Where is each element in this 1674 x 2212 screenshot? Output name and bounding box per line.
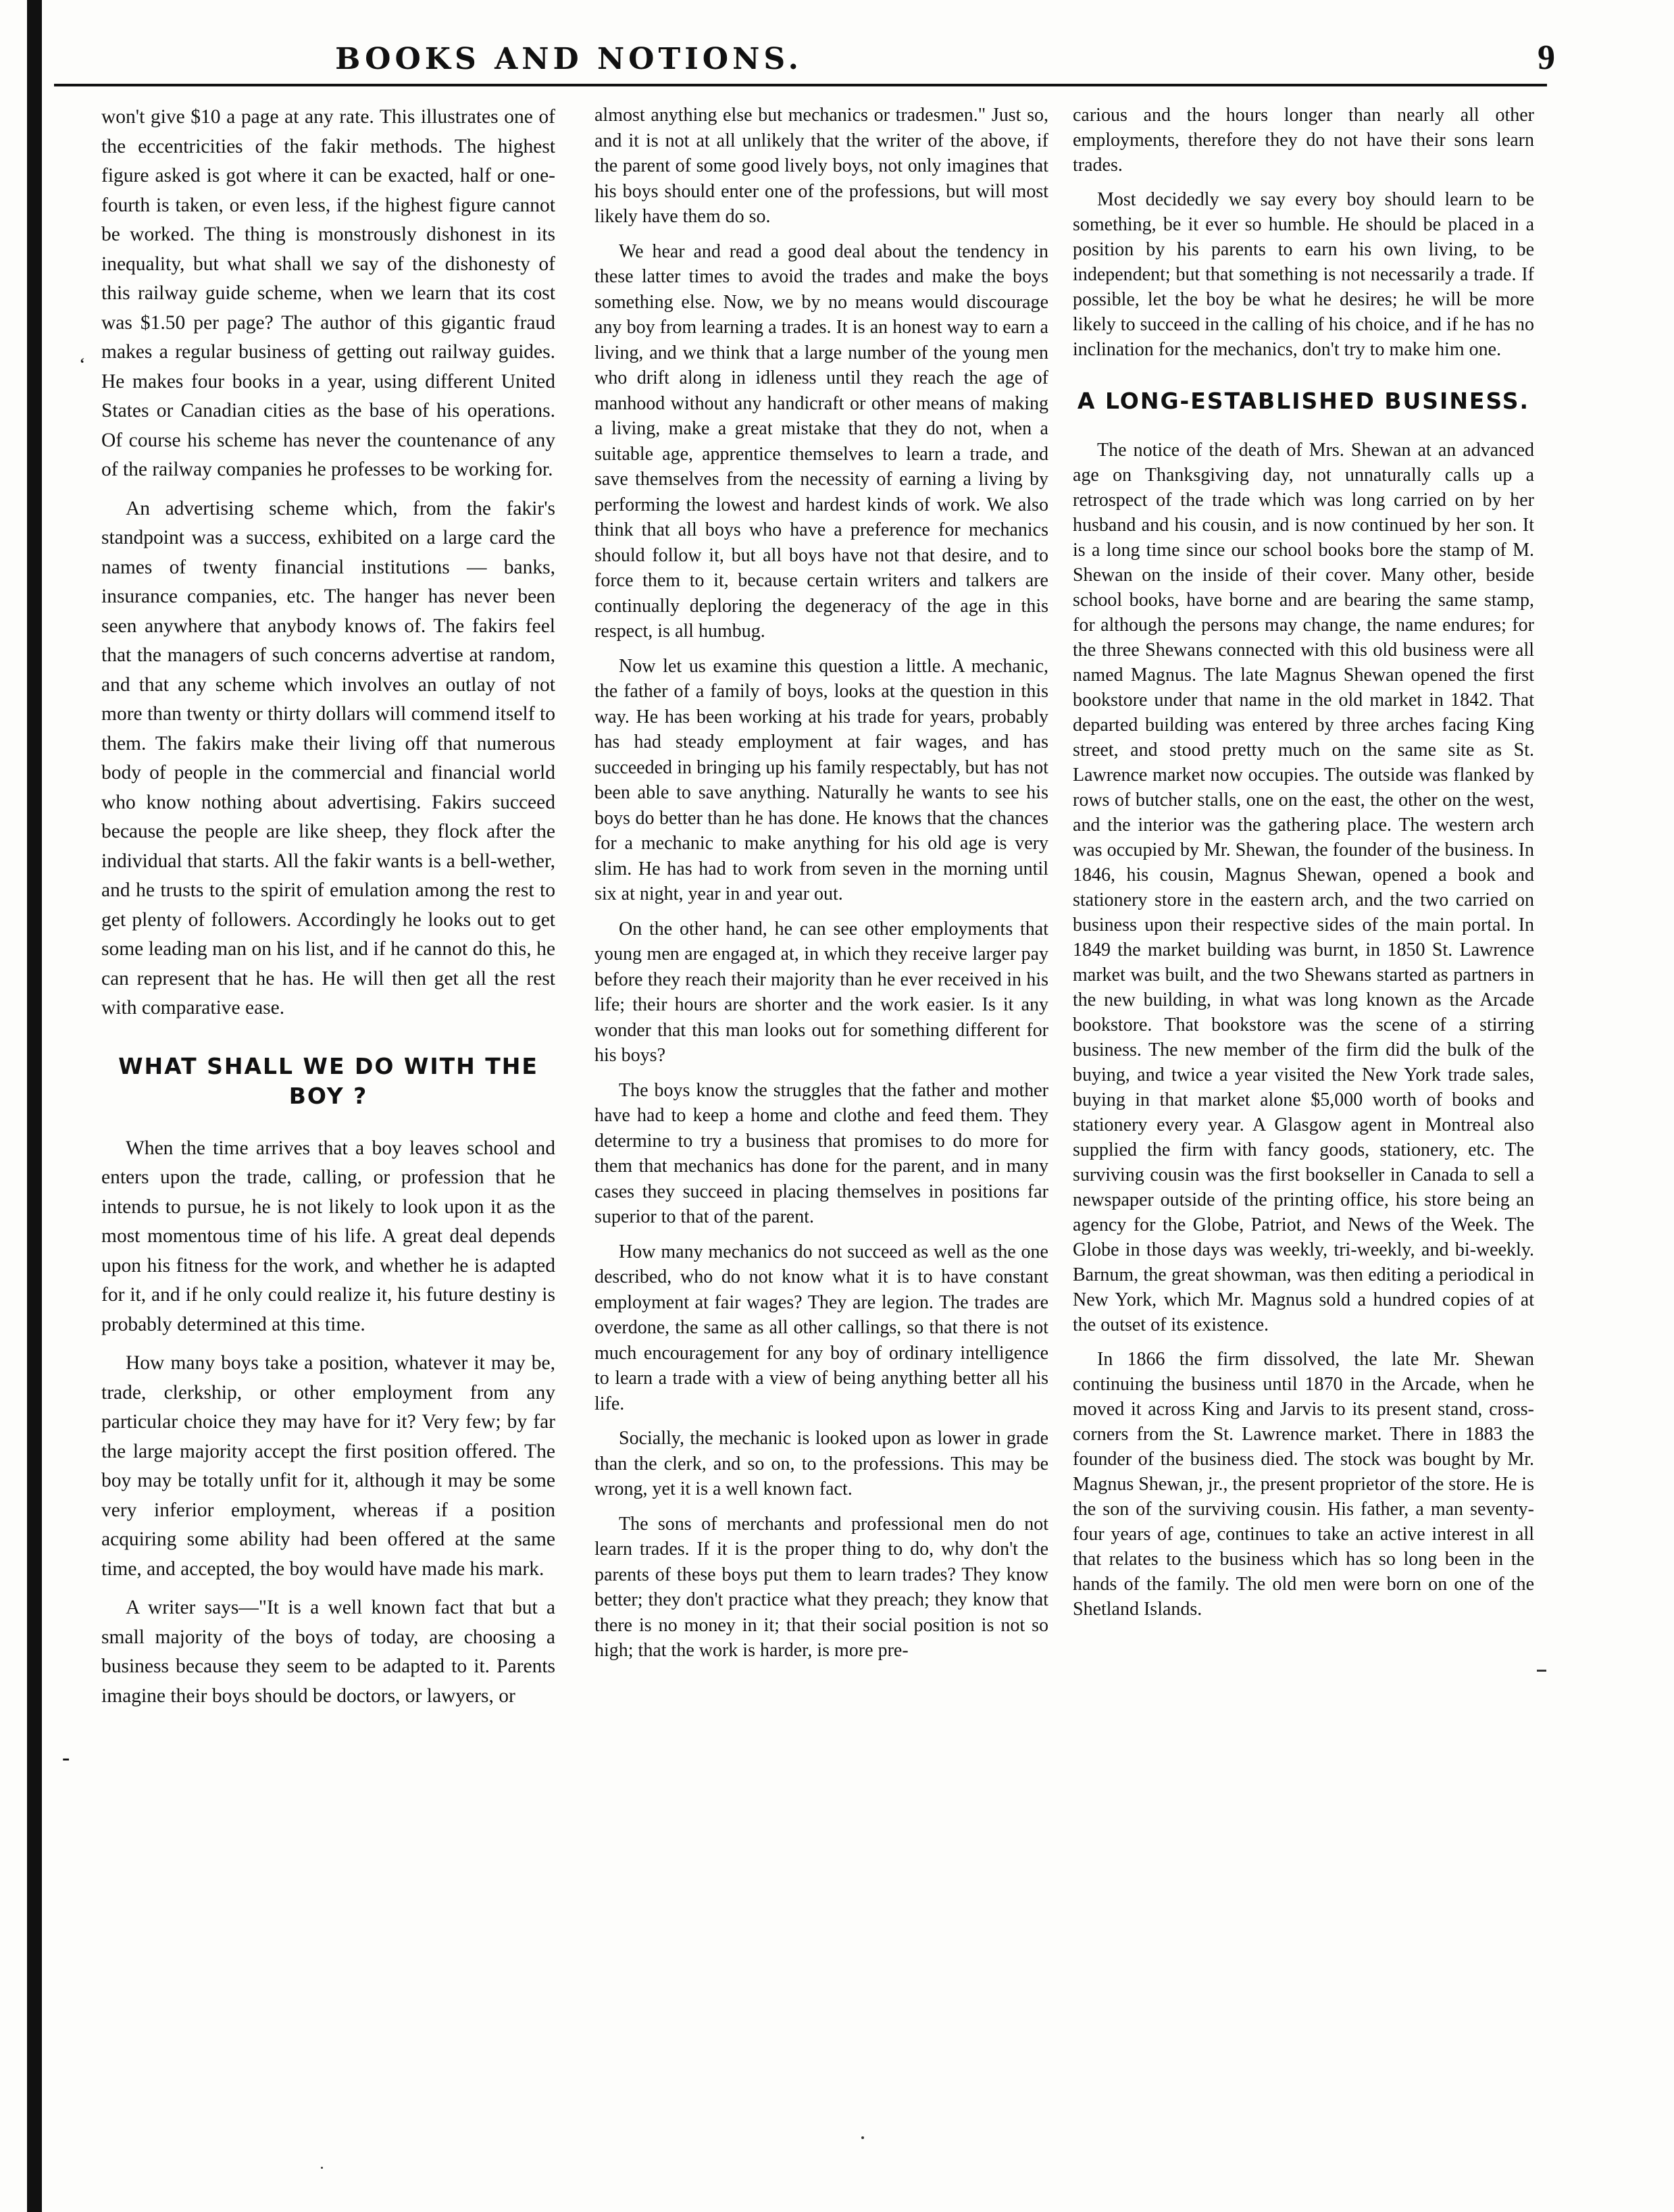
paragraph: In 1866 the firm dissolved, the late Mr. Shewan continuing the business until 1870 in the Arcade, when he moved it across King and Jarvis to its present stand, cross-corners from the St. Lawrence market. There in 1883 the founder of the business died. The stock was bought by Mr. Magnus Shewan, jr., the present proprietor of the store. He is the son of the surviving cousin. His father, a man seventy-four years of age, continues to take an active interest in all that relates to the business which has so long been in the hands of the family. The old men were born on one of the Shetland Islands. bbox=[1073, 1349, 1534, 1620]
section-heading: A LONG-ESTABLISHED BUSINESS. bbox=[1077, 388, 1530, 414]
running-head: BOOKS AND NOTIONS. bbox=[335, 42, 803, 76]
paragraph: How many boys take a position, whatever it may be, trade, clerkship, or other employment from any particular choice they may have for it? Very few; by far the large majority accept the first position offered. The boy may be totally unfit for it, although it may be some very inferior employment, whereas if a position acquiring some ability had been offered at the same time, and accepted, the boy would have made his mark. bbox=[101, 1352, 555, 1580]
paragraph: won't give $10 a page at any rate. This illustrates one of the eccentricities of the fakir methods. The highest figure asked is got where it can be exacted, half or one-fourth is taken, or even less, if the highest figure cannot be worked. The thing is monstrously dishonest in its inequality, but what shall we say of the dishonesty of this railway guide scheme, when we learn that its cost was $1.50 per page? The author of this gigantic fraud makes a regular business of getting out railway guides. He makes four books in a year, using different United States or Canadian cities as the base of his operations. Of course his scheme has never the countenance of any of the railway companies he professes to be working for. bbox=[101, 106, 555, 480]
column-1 bbox=[101, 103, 555, 2183]
paragraph: almost anything else but mechanics or tradesmen." Just so, and it is not at all unlikely that the writer of the above, if the parent of some good lively boys, not only imagines that his boys should enter one of the professions, but will most likely have them do so. bbox=[594, 105, 1048, 227]
paragraph: Now let us examine this question a little. A mechanic, the father of a family of boys, looks at the question in this way. He has been working at his trade for years, probably has had steady employment at fair wages, and has succeeded in bringing up his family respectably, but has not been able to save anything. Naturally he wants to see his boys do better than he has done. He knows that the chances for a mechanic to make anything for his old age is very slim. He has had to work from seven in the morning until six at night, year in and year out. bbox=[594, 655, 1048, 904]
paragraph: On the other hand, he can see other employments that young men are engaged at, in which they receive larger pay before they reach their majority than he ever received in his life; their hours are shorter and the work easier. Is it any wonder that this man looks out for something different for his boys? bbox=[594, 918, 1048, 1066]
paragraph: Socially, the mechanic is looked upon as lower in grade than the clerk, and so on, to the professions. This may be wrong, yet it is a well known fact. bbox=[594, 1428, 1048, 1499]
header-rule bbox=[54, 84, 1547, 86]
paragraph: The sons of merchants and professional men do not learn trades. If it is the proper thing to do, why don't the parents of these boys put them to learn trades? They know better; they don't practice what they preach; they know that there is no money in it; that their social position is not so high; that the work is harder, is more pre- bbox=[594, 1513, 1048, 1661]
page-number: 9 bbox=[1538, 38, 1555, 77]
paragraph: When the time arrives that a boy leaves school and enters upon the trade, calling, or profession that he intends to pursue, he is not likely to look upon it as the most momentous time of his life. A great deal depends upon his fitness for the work, and whether he is adapted for it, and if he only could realize it, his future destiny is probably determined at this time. bbox=[101, 1137, 555, 1335]
margin-mark: ‘ bbox=[80, 355, 85, 371]
margin-dash bbox=[1537, 1670, 1546, 1672]
column-3 bbox=[1073, 103, 1534, 2183]
paragraph: The boys know the struggles that the father and mother have had to keep a home and clothe and feed them. They determine to try a business that promises to do more for them that mechanics has done for the parent, and in many cases they succeed in placing themselves in positions far superior to that of the parent. bbox=[594, 1079, 1048, 1227]
section-heading: WHAT SHALL WE DO WITH THE BOY ? bbox=[118, 1052, 538, 1109]
left-margin-rule bbox=[27, 0, 42, 2212]
margin-bullet: - bbox=[62, 1745, 70, 1770]
column-2 bbox=[594, 103, 1048, 2183]
paragraph: Most decidedly we say every boy should learn to be something, be it ever so humble. He should be placed in a position by his parents to earn his own living, to be independent; but that something is not necessarily a trade. If possible, let the boy be what he desires; he will be more likely to succeed in the calling of his choice, and if he has no inclination for the mechanics, don't try to make him one. bbox=[1073, 189, 1534, 360]
paragraph: A writer says—"It is a well known fact that but a small majority of the boys of today, are choosing a business because they seem to be adapted to it. Parents imagine their boys should be doctors, or lawyers, or bbox=[101, 1597, 555, 1707]
paragraph: We hear and read a good deal about the tendency in these latter times to avoid the trades and make the boys something else. Now, we by no means would discourage any boy from learning a trades. It is an honest way to earn a living, and we think that a large number of the young men who drift along in idleness until they reach the age of manhood without any handicraft or other means of making a living, make a great mistake that they do not, when a suitable age, apprentice themselves to learn a trade, and save themselves from the necessity of earning a living by performing the lowest and hardest kinds of work. We also think that all boys who have a preference for mechanics should follow it, but all boys have not that desire, and to force them to it, because certain writers and talkers are continually deploring the degeneracy of the age in this respect, is all humbug. bbox=[594, 240, 1048, 642]
paragraph: The notice of the death of Mrs. Shewan at an advanced age on Thanksgiving day, not unnaturally calls up a retrospect of the trade which was long carried on by her husband and his cousin, and is now continued by her son. It is a long time since our school books bore the stamp of M. Shewan on the inside of their cover. Many other, beside school books, have borne and are bearing the same stamp, for although the persons may change, the name endures; for the three Shewans connected with this old business were all named Magnus. The late Magnus Shewan opened the first bookstore under that name in the old market in 1842. That departed building was entered by three arches facing King street, and stood pretty much on the same site as St. Lawrence market now occupies. The outside was flanked by rows of butcher stalls, one on the east, the other on the west, and the interior was the gathering place. The western arch was occupied by Mr. Shewan, the founder of the business. In 1846, his cousin, Magnus Shewan, opened a book and stationery store in the eastern arch, and the two carried on business upon their respective sides of the main portal. In 1849 the market building was burnt, in 1850 St. Lawrence market was built, and the two Shewans started as partners in the new building, in what was long known as the Arcade bookstore. That bookstore was the scene of a stirring business. The new member of the firm did the bulk of the buying, and twice a year visited the New York trade sales, buying in that market alone $5,000 worth of books and stationery every year. A Glasgow agent in Montreal also supplied the firm with fancy goods, stationery, etc. The surviving cousin was the first bookseller in Canada to sell a newspaper outside of the printing office, his store being an agency for the Globe, Patriot, and News of the Week. The Globe in those days was weekly, tri-weekly, and bi-weekly. Barnum, the great showman, was then editing a periodical in New York, which Mr. Magnus sold a hundred copies of at the outset of its existence. bbox=[1073, 440, 1534, 1335]
paragraph: An advertising scheme which, from the fakir's standpoint was a success, exhibited on a large card the names of twenty financial institutions — banks, insurance companies, etc. The hanger has never been seen anywhere that anybody knows of. The fakirs feel that the managers of such concerns advertise at random, and that any scheme which involves an outlay of not more than twenty or thirty dollars will commend itself to them. The fakirs make their living off that numerous body of people in the commercial and financial world who know nothing about advertising. Fakirs succeed because the people are like sheep, they flock after the individual that starts. All the fakir wants is a bell-wether, and he trusts to the spirit of emulation among the rest to get plenty of followers. Accordingly he looks out to get some leading man on his list, and if he cannot do this, he can represent that he has. He will then get all the rest with comparative ease. bbox=[101, 497, 555, 1019]
page-header bbox=[42, 38, 1656, 82]
paragraph: carious and the hours longer than nearly all other employments, therefore they do not have their sons learn trades. bbox=[1073, 105, 1534, 176]
paragraph: How many mechanics do not succeed as well as the one described, who do not know what it is to have constant employment at fair wages? They are legion. The trades are overdone, the same as all other callings, so that there is not much encouragement for any boy of ordinary intelligence to learn a trade with a view of being anything better all his life. bbox=[594, 1241, 1048, 1414]
